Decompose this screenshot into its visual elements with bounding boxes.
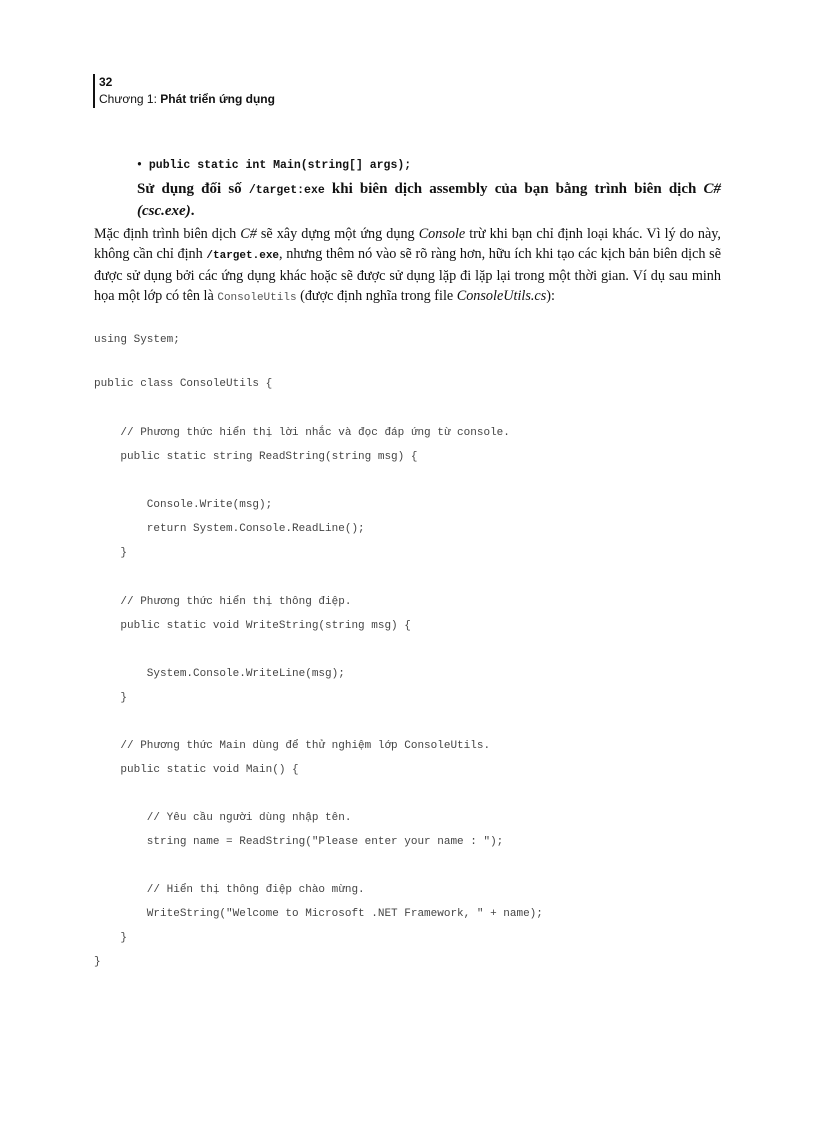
code-line: // Phương thức Main dùng để thử nghiệm lớp ConsoleUtils. <box>94 740 491 752</box>
instruction-part1: Sử dụng đối số <box>137 181 249 197</box>
bullet-code: public static int Main(string[] args); <box>148 159 412 172</box>
instruction-italic: C# (csc.exe) <box>137 181 722 219</box>
code-line: } <box>94 956 101 968</box>
code-line: string name = ReadString("Please enter your name : "); <box>94 836 504 848</box>
chapter-title: Phát triển ứng dụng <box>160 92 275 106</box>
instruction-part2: khi biên dịch assembly của bạn bằng trình biên dịch <box>324 181 704 197</box>
para-text-6: ): <box>546 288 555 304</box>
para-italic-3: ConsoleUtils.cs <box>456 288 547 304</box>
code-line: } <box>94 932 128 944</box>
bullet-item <box>136 159 411 172</box>
para-code-1: /target.exe <box>206 250 280 262</box>
code-line: } <box>94 692 128 704</box>
chapter-prefix: Chương 1: <box>99 92 161 106</box>
chapter-heading <box>99 91 275 108</box>
code-line: // Yêu cầu người dùng nhập tên. <box>94 812 352 824</box>
instruction-text <box>137 179 721 222</box>
para-italic-1: C# <box>240 226 257 242</box>
code-line: public static string ReadString(string msg) { <box>94 451 418 463</box>
para-text-4: , nhưng thêm nó vào sẽ rõ ràng hơn, hữu ích khi tạo các kịch bản biên dịch sẽ được sử dụng bởi các ứng dụng khác hoặc sẽ được sử dụng lặp đi lặp lại trong một thời gian. Ví dụ sau minh họa một lớp có tên là <box>94 246 721 304</box>
code-line: Console.Write(msg); <box>94 499 273 511</box>
code-line: // Phương thức hiển thị lời nhắc và đọc đáp ứng từ console. <box>94 427 510 439</box>
code-line: public class ConsoleUtils { <box>94 378 273 390</box>
code-line: using System; <box>94 334 180 346</box>
page-number: 32 <box>99 75 113 89</box>
code-line: return System.Console.ReadLine(); <box>94 523 365 535</box>
para-italic-2: Console <box>418 226 466 242</box>
code-line: public static void Main() { <box>94 764 299 776</box>
instruction-code: /target:exe <box>248 184 325 197</box>
code-line: // Hiển thị thông điệp chào mừng. <box>94 884 365 896</box>
body-paragraph <box>94 224 721 308</box>
code-line: } <box>94 547 128 559</box>
code-line: public static void WriteString(string msg) { <box>94 620 411 632</box>
code-line: // Phương thức hiển thị thông điệp. <box>94 596 352 608</box>
para-text-3: trừ khi bạn chỉ định loại khác. Vì lý do này, không cần chỉ định <box>94 226 721 262</box>
para-text-1: Mặc định trình biên dịch <box>94 226 241 242</box>
bullet-glyph: • <box>136 159 143 172</box>
page-header <box>93 74 275 108</box>
instruction-part3: . <box>190 203 195 219</box>
para-text-5: (được định nghĩa trong file <box>296 288 457 304</box>
code-line: System.Console.WriteLine(msg); <box>94 668 345 680</box>
para-text-2: sẽ xây dựng một ứng dụng <box>256 226 419 242</box>
para-code-2: ConsoleUtils <box>217 292 297 304</box>
code-line: WriteString("Welcome to Microsoft .NET Framework, " + name); <box>94 908 543 920</box>
